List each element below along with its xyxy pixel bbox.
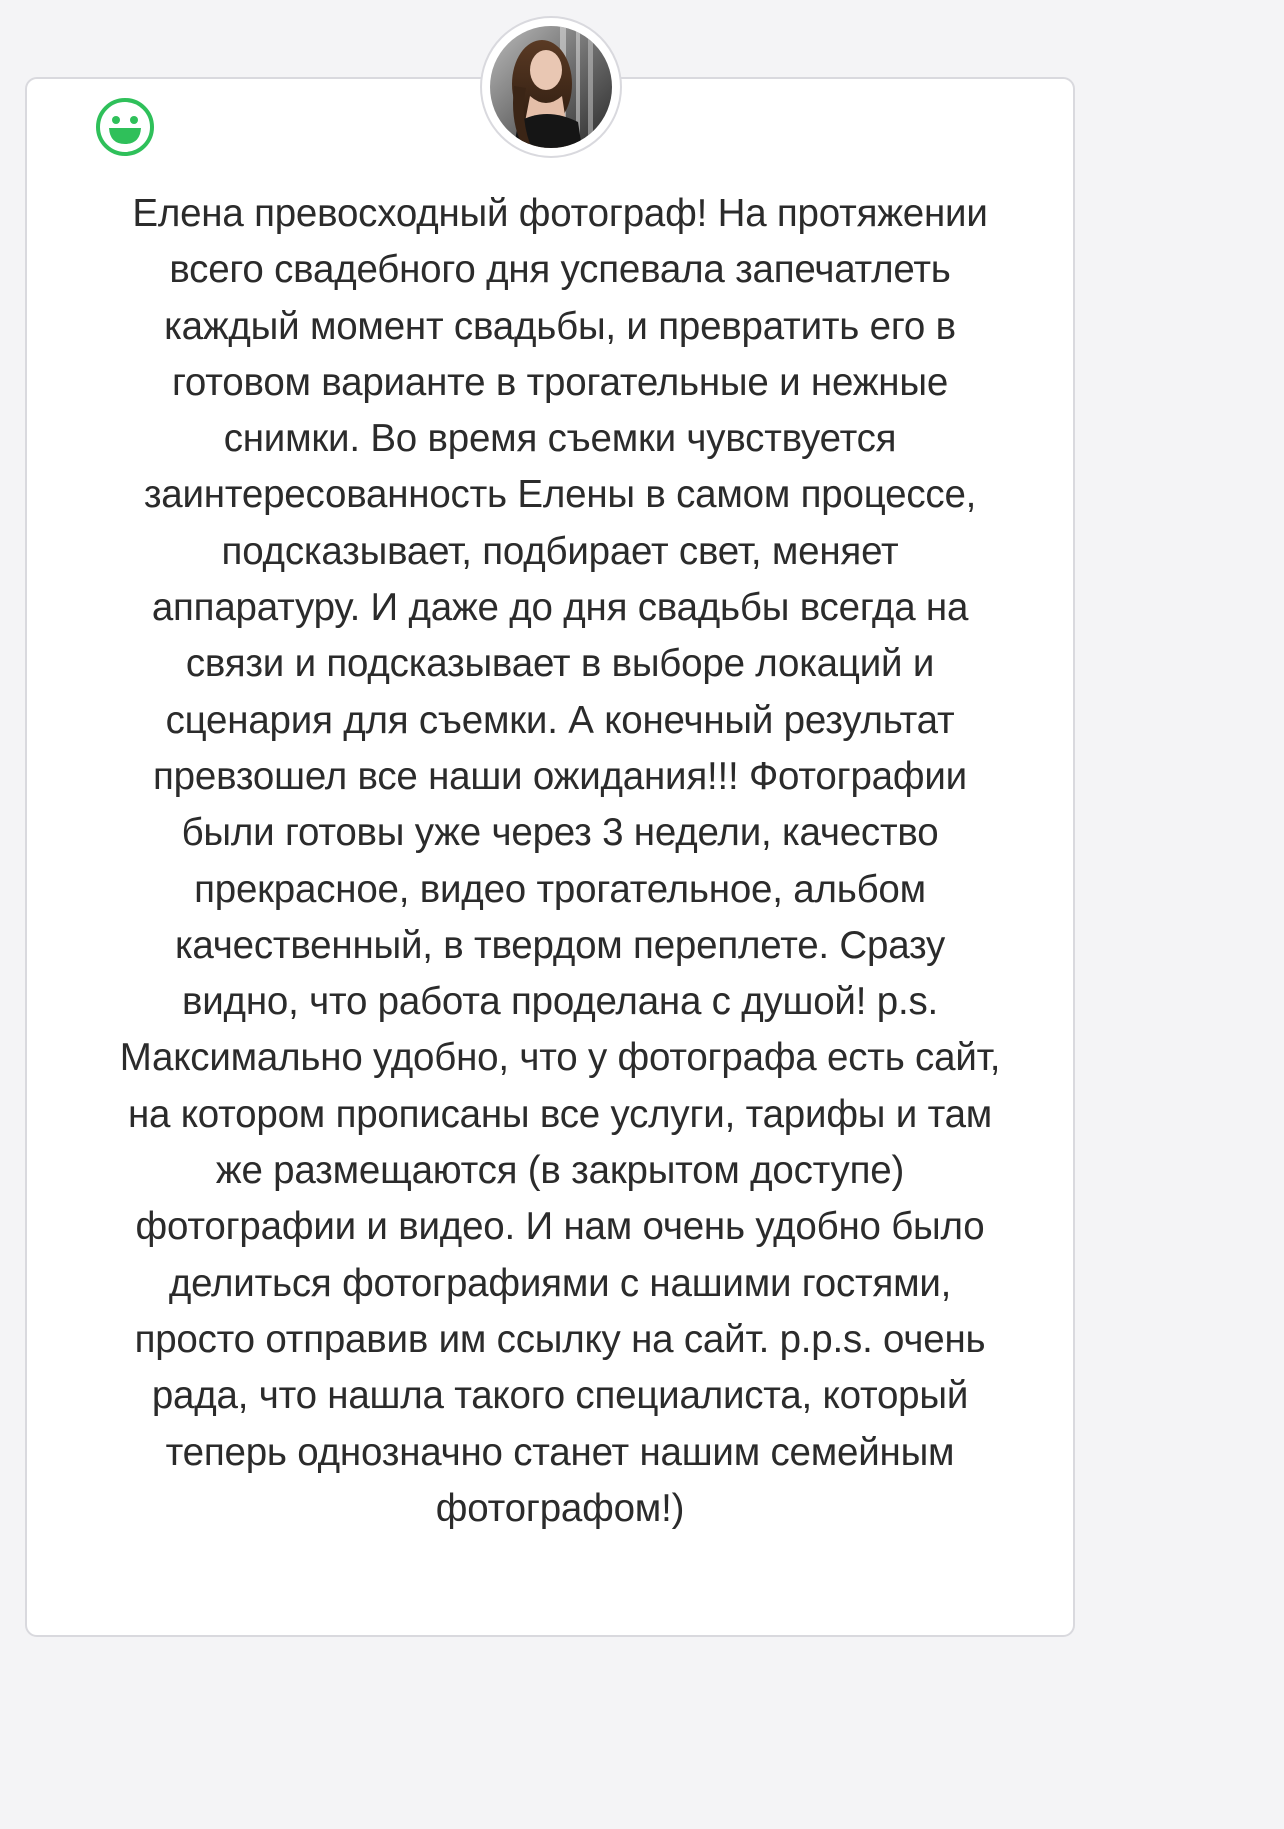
review-line: были готовы уже через 3 недели, качество	[181, 811, 939, 855]
avatar-photo	[490, 26, 612, 148]
review-line: сценария для съемки. А конечный результат	[165, 698, 955, 742]
review-line: Максимально удобно, что у фотографа есть сайт,	[119, 1036, 1001, 1080]
review-line: просто отправив им ссылку на сайт. p.p.s. очень	[134, 1317, 986, 1361]
review-line: же размещаются (в закрытом доступе)	[215, 1149, 905, 1193]
review-line: Елена превосходный фотограф! На протяжении	[132, 192, 988, 235]
review-line: готовом варианте в трогательные и нежные	[171, 360, 949, 404]
review-line: аппаратуру. И даже до дня свадьбы всегда на	[151, 586, 969, 630]
review-line: на котором прописаны все услуги, тарифы и там	[127, 1092, 993, 1136]
review-line: связи и подсказывает в выборе локаций и	[185, 642, 935, 686]
review-line: качественный, в твердом переплете. Сразу	[174, 923, 946, 967]
review-line: снимки. Во время съемки чувствуется	[223, 417, 897, 461]
reviewer-avatar[interactable]	[480, 16, 622, 158]
review-line: заинтересованность Елены в самом процессе,	[143, 473, 977, 517]
review-line: подсказывает, подбирает свет, меняет	[221, 529, 899, 573]
review-line: всего свадебного дня успевала запечатлеть	[169, 248, 951, 292]
review-line: видно, что работа проделана с душой! p.s.	[182, 980, 938, 1024]
review-line: превзошел все наши ожидания!!! Фотографии	[153, 754, 967, 798]
happy-smiley-icon	[94, 96, 156, 158]
review-line: фотографии и видео. И нам очень удобно было	[135, 1205, 985, 1249]
review-line: прекрасное, видео трогательное, альбом	[194, 867, 926, 911]
review-line: каждый момент свадьбы, и превратить его в	[164, 304, 956, 348]
review-line: теперь однозначно станет нашим семейным	[165, 1430, 955, 1474]
review-line: фотографом!)	[435, 1486, 685, 1530]
review-line: делиться фотографиями с нашими гостями,	[168, 1261, 952, 1305]
review-text	[70, 186, 1050, 1537]
review-line: рада, что нашла такого специалиста, который	[151, 1374, 969, 1418]
